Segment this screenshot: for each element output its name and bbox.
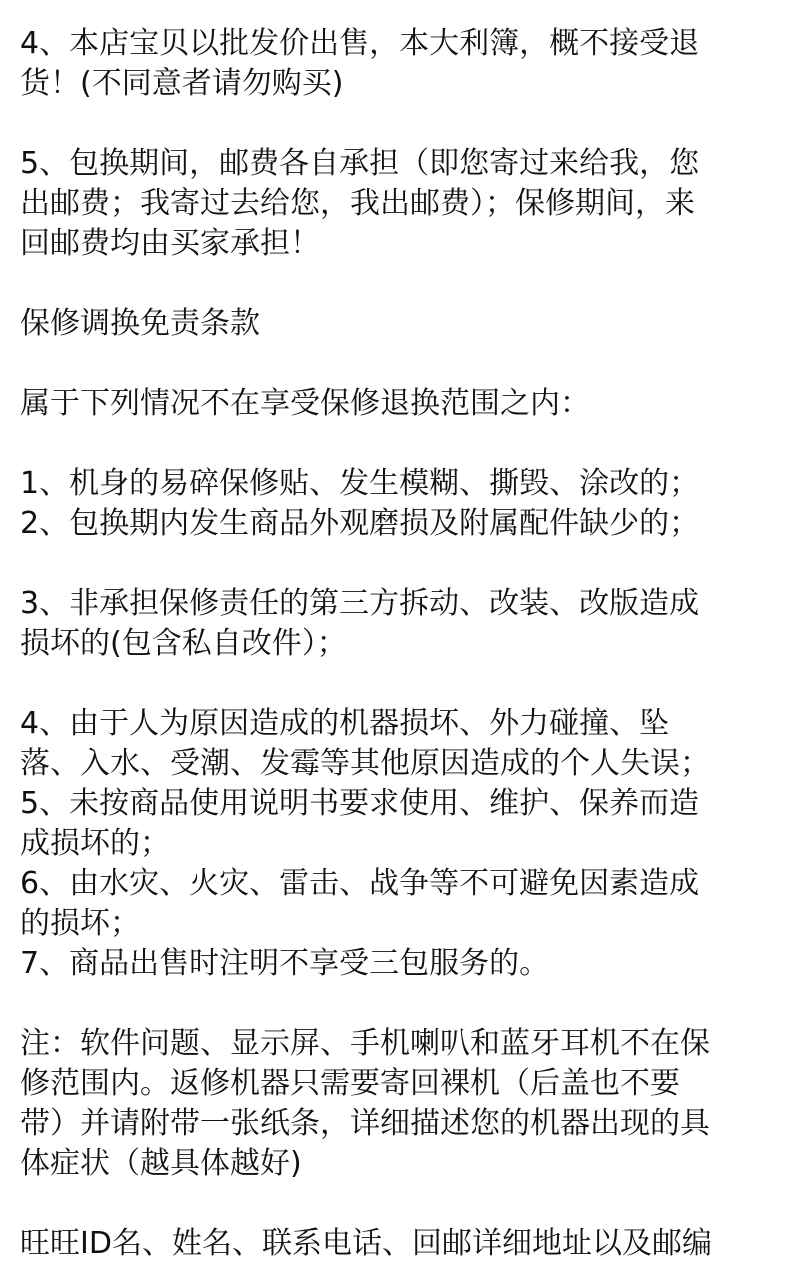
exclusion-list [20,464,770,984]
section-intro: 属于下列情况不在享受保修退换范围之内： [20,386,590,421]
spacer [20,544,770,584]
exclusion-item-4 [20,704,770,784]
exclusion-item-7: 7、商品出售时注明不享受三包服务的。 [20,946,550,981]
text-line: 6、由水灾、火灾、雷击、战争等不可避免因素造成 [20,866,700,901]
exclusion-item-6 [20,864,770,944]
text-line: 5、未按商品使用说明书要求使用、维护、保养而造 [20,786,700,821]
text-line: 4、由于人为原因造成的机器损坏、外力碰撞、坠 [20,706,670,741]
spacer [20,1184,770,1224]
exclusion-item-2: 2、包换期内发生商品外观磨损及附属配件缺少的； [20,506,700,541]
text-line: 回邮费均由买家承担！ [20,226,320,261]
text-line: 出邮费；我寄过去给您，我出邮费）；保修期间，来 [20,186,695,221]
note-paragraph [20,1024,770,1184]
text-line: 损坏的(包含私自改件）； [20,626,347,661]
section-heading: 保修调换免责条款 [20,306,260,341]
text-line: 3、非承担保修责任的第三方拆动、改装、改版造成 [20,586,700,621]
text-line: 修范围内。返修机器只需要寄回裸机（后盖也不要 [20,1066,680,1101]
text-line: 成损坏的； [20,826,170,861]
spacer [20,664,770,704]
text-line: 5、包换期间，邮费各自承担（即您寄过来给我，您 [20,146,700,181]
spacer [20,104,770,144]
text-line: 4、本店宝贝以批发价出售，本大利簿，概不接受退 [20,26,700,61]
text-line: 货！(不同意者请勿购买) [20,66,344,101]
policy-item-5 [20,144,770,264]
spacer [20,984,770,1024]
text-line: 的损坏； [20,906,140,941]
text-line: 落、入水、受潮、发霉等其他原因造成的个人失误； [20,746,710,781]
spacer [20,344,770,384]
text-line: 带）并请附带一张纸条，详细描述您的机器出现的具 [20,1106,710,1141]
exclusion-item-1: 1、机身的易碎保修贴、发生模糊、撕毁、涂改的； [20,466,700,501]
text-line: 体症状（越具体越好) [20,1146,302,1181]
text-line: 注：软件问题、显示屏、手机喇叭和蓝牙耳机不在保 [20,1026,710,1061]
spacer [20,264,770,304]
policy-document [20,24,770,1264]
exclusion-item-5 [20,784,770,864]
spacer [20,424,770,464]
contact-info-line: 旺旺ID名、姓名、联系电话、回邮详细地址以及邮编 [20,1226,712,1261]
exclusion-item-3 [20,584,770,664]
policy-item-4 [20,24,770,104]
